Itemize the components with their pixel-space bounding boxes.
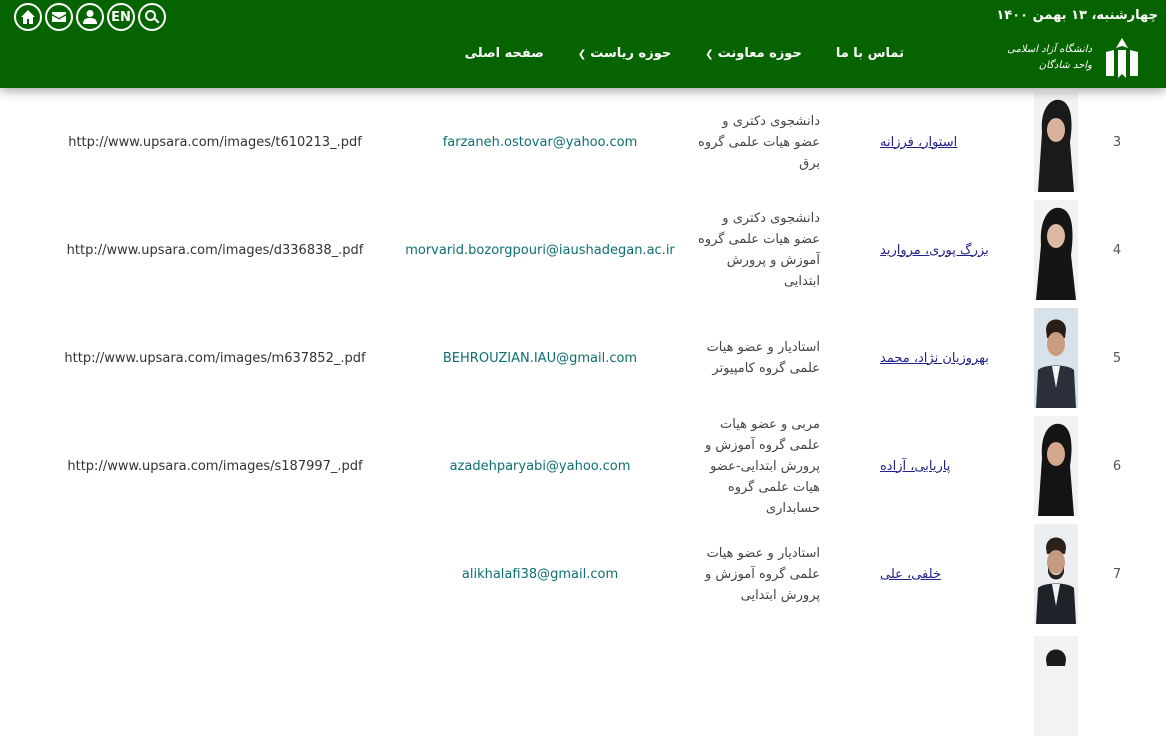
title-line: ابتدایی xyxy=(783,274,820,289)
faculty-name-link[interactable]: استوار، فرزانه xyxy=(880,134,958,150)
faculty-photo xyxy=(1034,92,1078,192)
pdf-cell xyxy=(40,412,390,520)
table-row xyxy=(0,88,1166,196)
user-icon xyxy=(82,9,98,25)
email-cell xyxy=(400,304,680,412)
title-line: مربی و عضو هیات xyxy=(720,416,820,432)
pdf-link[interactable]: http://www.upsara.com/images/t610213_.pdf xyxy=(68,134,362,150)
header-icon-bar xyxy=(14,3,166,31)
title-line: استادیار و عضو هیات xyxy=(706,545,820,561)
photo-cell xyxy=(1033,628,1079,744)
mail-icon xyxy=(51,9,67,25)
nav-home-label: صفحه اصلی xyxy=(464,46,544,61)
title-line: استادیار و عضو هیات xyxy=(706,340,820,355)
title-cell xyxy=(690,196,820,304)
nav-contact[interactable] xyxy=(836,46,904,61)
pdf-cell xyxy=(40,520,390,628)
faculty-photo xyxy=(1034,308,1078,408)
pdf-link[interactable]: http://www.upsara.com/images/s187997_.pdf xyxy=(67,458,363,474)
home-button[interactable] xyxy=(14,3,42,31)
title-line: دانشجوی دکتری و xyxy=(722,113,820,129)
title-line: پرورش ابتدایی xyxy=(740,587,820,603)
title-line: عضو هیات علمی گروه xyxy=(698,232,820,247)
pdf-link[interactable]: http://www.upsara.com/images/m637852_.pdf xyxy=(64,350,366,366)
title-line: حسابداری xyxy=(765,500,820,516)
nav-deputy-label: حوزه معاونت xyxy=(717,46,802,61)
name-cell xyxy=(880,304,1028,412)
faculty-photo xyxy=(1034,200,1078,300)
email-cell xyxy=(400,196,680,304)
row-number: 3 xyxy=(1112,134,1122,150)
faculty-photo xyxy=(1034,524,1078,624)
user-button[interactable] xyxy=(76,3,104,31)
logo-text-line1: دانشگاه آزاد اسلامی xyxy=(1007,44,1092,55)
title-cell xyxy=(690,520,820,628)
title-line: دانشجوی دکتری و xyxy=(722,211,820,226)
photo-cell xyxy=(1033,520,1079,628)
nav-presidency-label: حوزه ریاست xyxy=(590,46,672,61)
email-cell xyxy=(400,88,680,196)
row-number: 5 xyxy=(1112,350,1122,366)
email-link[interactable]: farzaneh.ostovar@yahoo.com xyxy=(442,134,638,150)
table-row xyxy=(0,412,1166,520)
main-nav xyxy=(465,46,904,61)
university-emblem-icon xyxy=(1098,34,1146,82)
title-cell xyxy=(690,304,820,412)
table-row xyxy=(0,304,1166,412)
pdf-cell xyxy=(40,304,390,412)
title-line: علمی گروه آموزش و xyxy=(705,566,820,582)
home-icon xyxy=(20,9,36,25)
row-number: 7 xyxy=(1112,566,1122,582)
pdf-link[interactable]: http://www.upsara.com/images/d336838_.pdf xyxy=(66,242,364,258)
logo-text xyxy=(1007,42,1092,74)
chevron-down-icon: ❯ xyxy=(577,49,587,60)
search-icon xyxy=(144,9,160,25)
title-line: پرورش ابتدایی-عضو xyxy=(710,458,820,474)
table-row xyxy=(0,520,1166,628)
title-cell xyxy=(690,88,820,196)
faculty-photo xyxy=(1034,636,1078,736)
title-line: برق xyxy=(799,155,820,171)
language-en-button[interactable]: EN xyxy=(107,3,135,31)
title-line: آموزش و پرورش xyxy=(726,253,820,268)
row-number: 6 xyxy=(1112,458,1122,474)
nav-home[interactable] xyxy=(465,46,544,61)
email-link[interactable]: BEHROUZIAN.IAU@gmail.com xyxy=(442,350,638,366)
name-cell xyxy=(880,412,1028,520)
nav-presidency[interactable] xyxy=(578,46,671,61)
mail-button[interactable] xyxy=(45,3,73,31)
name-cell xyxy=(880,196,1028,304)
name-cell xyxy=(880,88,1028,196)
email-cell xyxy=(400,520,680,628)
email-link[interactable]: azadehparyabi@yahoo.com xyxy=(449,458,631,474)
photo-cell xyxy=(1033,304,1079,412)
pdf-cell xyxy=(40,196,390,304)
email-cell xyxy=(400,412,680,520)
faculty-name-link[interactable]: بزرگ پوری، مروارید xyxy=(880,242,989,258)
title-cell xyxy=(690,412,820,520)
photo-cell xyxy=(1033,196,1079,304)
nav-deputy[interactable] xyxy=(705,46,802,61)
photo-cell xyxy=(1033,88,1079,196)
table-row-partial xyxy=(0,628,1166,736)
pdf-cell xyxy=(40,88,390,196)
name-cell xyxy=(880,520,1028,628)
faculty-photo xyxy=(1034,416,1078,516)
search-button[interactable] xyxy=(138,3,166,31)
title-line: علمی گروه کامپیوتر xyxy=(712,361,820,376)
faculty-name-link[interactable]: پاریابی، آزاده xyxy=(880,458,951,474)
email-link[interactable]: morvarid.bozorgpouri@iaushadegan.ac.ir xyxy=(405,242,675,258)
table-row xyxy=(0,196,1166,304)
title-line: هیات علمی گروه xyxy=(727,479,820,495)
site-header xyxy=(0,0,1166,88)
title-line: عضو هیات علمی گروه xyxy=(698,134,820,150)
chevron-down-icon: ❯ xyxy=(705,49,714,60)
email-link[interactable]: alikhalafi38@gmail.com xyxy=(461,566,619,582)
faculty-name-link[interactable]: بهروزیان نژاد، محمد xyxy=(880,350,989,366)
faculty-table xyxy=(0,88,1166,736)
university-logo[interactable] xyxy=(1007,34,1146,82)
nav-contact-label: تماس با ما xyxy=(835,46,904,61)
faculty-name-link[interactable]: خلفی، علی xyxy=(880,566,941,582)
header-date: چهارشنبه، ۱۳ بهمن ۱۴۰۰ xyxy=(996,8,1158,23)
logo-text-line2: واحد شادگان xyxy=(1038,60,1092,71)
photo-cell xyxy=(1033,412,1079,520)
row-number: 4 xyxy=(1112,242,1122,258)
title-line: علمی گروه آموزش و xyxy=(705,437,820,453)
